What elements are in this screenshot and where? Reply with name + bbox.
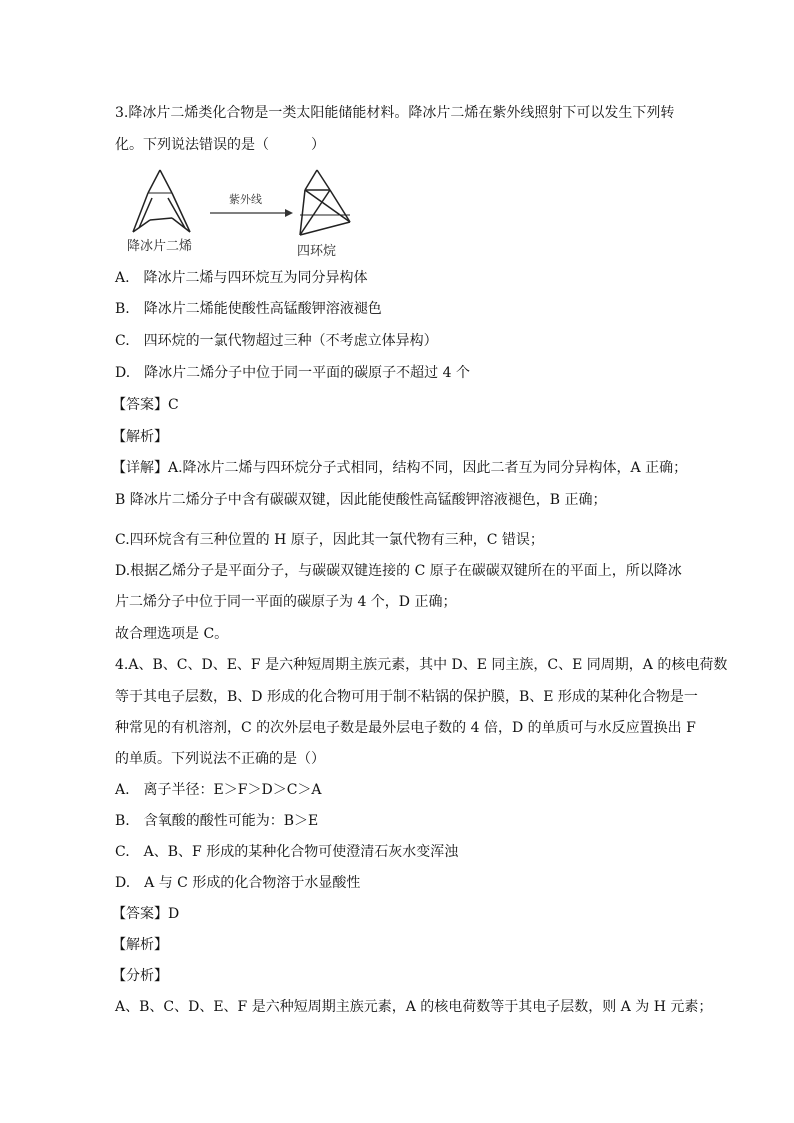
q4-stem-line3: 种常见的有机溶剂，C 的次外层电子数是最外层电子数的 4 倍，D 的单质可与水反应置换出 F xyxy=(115,720,696,736)
q3-option-d: D. 降冰片二烯分子中位于同一平面的碳原子不超过 4 个 xyxy=(115,365,470,381)
q3-option-a: A. 降冰片二烯与四环烷互为同分异构体 xyxy=(115,270,368,286)
q3-detail-line2: B 降冰片二烯分子中含有碳碳双键，因此能使酸性高锰酸钾溶液褪色，B 正确； xyxy=(115,492,607,508)
arrow-label: 紫外线 xyxy=(229,193,262,206)
q3-stem-line1: 3.降冰片二烯类化合物是一类太阳能储能材料。降冰片二烯在紫外线照射下可以发生下列转 xyxy=(115,105,675,121)
q4-fenxi-line1: A、B、C、D、E、F 是六种短周期主族元素，A 的核电荷数等于其电子层数，则 A 为 H 元素； xyxy=(115,999,713,1015)
quadricyclane-structure xyxy=(300,170,350,235)
q3-detail-line5: 片二烯分子中位于同一平面的碳原子为 4 个，D 正确； xyxy=(115,594,457,610)
q3-detail-line1: 【详解】A.降冰片二烯与四环烷分子式相同，结构不同，因此二者互为同分异构体，A 正确； xyxy=(112,460,688,476)
q4-answer: 【答案】D xyxy=(112,906,180,922)
q3-detail-line3: C.四环烷含有三种位置的 H 原子，因此其一氯代物有三种，C 错误； xyxy=(115,532,544,548)
norbornadiene-reaction-diagram xyxy=(125,160,365,260)
product-label: 四环烷 xyxy=(297,244,337,259)
q3-option-b: B. 降冰片二烯能使酸性高锰酸钾溶液褪色 xyxy=(115,301,382,317)
q3-detail-line6: 故合理选项是 C。 xyxy=(115,626,229,642)
q3-stem-line2: 化。下列说法错误的是（ ） xyxy=(115,137,325,153)
q4-stem-line4: 的单质。下列说法不正确的是（） xyxy=(115,751,325,767)
q4-option-b: B. 含氧酸的酸性可能为：B＞E xyxy=(115,813,319,829)
q3-detail-line4: D.根据乙烯分子是平面分子，与碳碳双键连接的 C 原子在碳碳双键所在的平面上，所以降冰 xyxy=(115,563,682,579)
q3-option-c: C. 四环烷的一氯代物超过三种（不考虑立体异构） xyxy=(115,333,438,349)
norbornadiene-structure xyxy=(133,170,190,232)
q4-option-d: D. A 与 C 形成的化合物溶于水显酸性 xyxy=(115,875,361,891)
q4-fenxi-title: 【分析】 xyxy=(112,968,168,984)
q4-stem-line2: 等于其电子层数，B、D 形成的化合物可用于制不粘锅的保护膜，B、E 形成的某种化合物是一 xyxy=(115,689,698,705)
reactant-label: 降冰片二烯 xyxy=(127,239,193,254)
q3-analysis-title: 【解析】 xyxy=(112,429,168,445)
q4-stem-line1: 4.A、B、C、D、E、F 是六种短周期主族元素，其中 D、E 同主族，C、E 同周期，A 的核电荷数 xyxy=(115,657,728,673)
q4-option-a: A. 离子半径：E＞F＞D＞C＞A xyxy=(115,782,322,798)
q4-analysis-title: 【解析】 xyxy=(112,937,168,953)
q4-option-c: C. A、B、F 形成的某种化合物可使澄清石灰水变浑浊 xyxy=(115,844,459,860)
q3-answer: 【答案】C xyxy=(112,397,179,413)
arrow-head-icon xyxy=(285,209,293,217)
